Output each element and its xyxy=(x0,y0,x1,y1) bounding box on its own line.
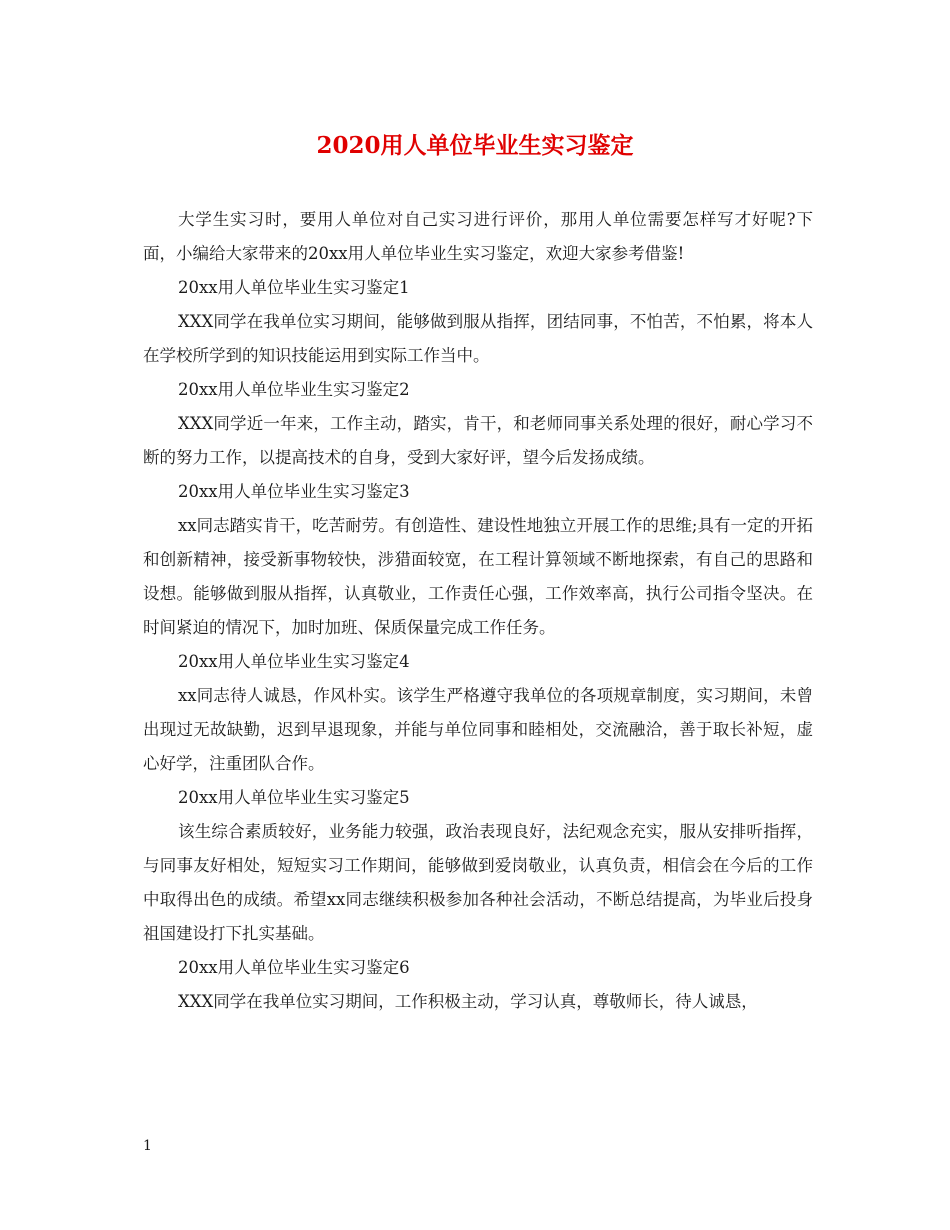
section-paragraph-1: XXX同学在我单位实习期间，能够做到服从指挥，团结同事，不怕苦，不怕累，将本人在学校所学到的知识技能运用到实际工作当中。 xyxy=(143,312,813,365)
section-heading-3: 20xx用人单位毕业生实习鉴定3 xyxy=(178,482,410,501)
section-heading-2: 20xx用人单位毕业生实习鉴定2 xyxy=(178,380,410,399)
section-paragraph-4: xx同志待人诚恳，作风朴实。该学生严格遵守我单位的各项规章制度，实习期间，未曾出现过无故缺勤，迟到早退现象，并能与单位同事和睦相处，交流融洽，善于取长补短，虚心好学，注重团队合作。 xyxy=(143,686,813,773)
page-number: 1 xyxy=(143,1138,152,1154)
document-body xyxy=(143,203,813,1019)
section-paragraph-6: XXX同学在我单位实习期间，工作积极主动，学习认真，尊敬师长，待人诚恳， xyxy=(178,992,758,1011)
section-heading-1: 20xx用人单位毕业生实习鉴定1 xyxy=(178,278,410,297)
section-heading-5: 20xx用人单位毕业生实习鉴定5 xyxy=(178,788,410,807)
section-paragraph-2: XXX同学近一年来，工作主动，踏实，肯干，和老师同事关系处理的很好，耐心学习不断的努力工作，以提高技术的自身，受到大家好评，望今后发扬成绩。 xyxy=(143,414,813,467)
section-paragraph-5: 该生综合素质较好，业务能力较强，政治表现良好，法纪观念充实，服从安排听指挥，与同事友好相处，短短实习工作期间，能够做到爱岗敬业，认真负责，相信会在今后的工作中取得出色的成绩。希望xx同志继续积极参加各种社会活动，不断总结提高，为毕业后投身祖国建设打下扎实基础。 xyxy=(143,822,813,943)
document-title: 2020用人单位毕业生实习鉴定 xyxy=(316,132,634,159)
section-heading-4: 20xx用人单位毕业生实习鉴定4 xyxy=(178,652,410,671)
section-heading-6: 20xx用人单位毕业生实习鉴定6 xyxy=(178,958,410,977)
intro-paragraph: 大学生实习时，要用人单位对自己实习进行评价，那用人单位需要怎样写才好呢?下面，小编给大家带来的20xx用人单位毕业生实习鉴定，欢迎大家参考借鉴! xyxy=(143,210,813,263)
section-paragraph-3: xx同志踏实肯干，吃苦耐劳。有创造性、建设性地独立开展工作的思维;具有一定的开拓和创新精神，接受新事物较快，涉猎面较宽，在工程计算领域不断地探索，有自己的思路和设想。能够做到服从指挥，认真敬业，工作责任心强，工作效率高，执行公司指令坚决。在时间紧迫的情况下，加时加班、保质保量完成工作任务。 xyxy=(143,516,813,637)
